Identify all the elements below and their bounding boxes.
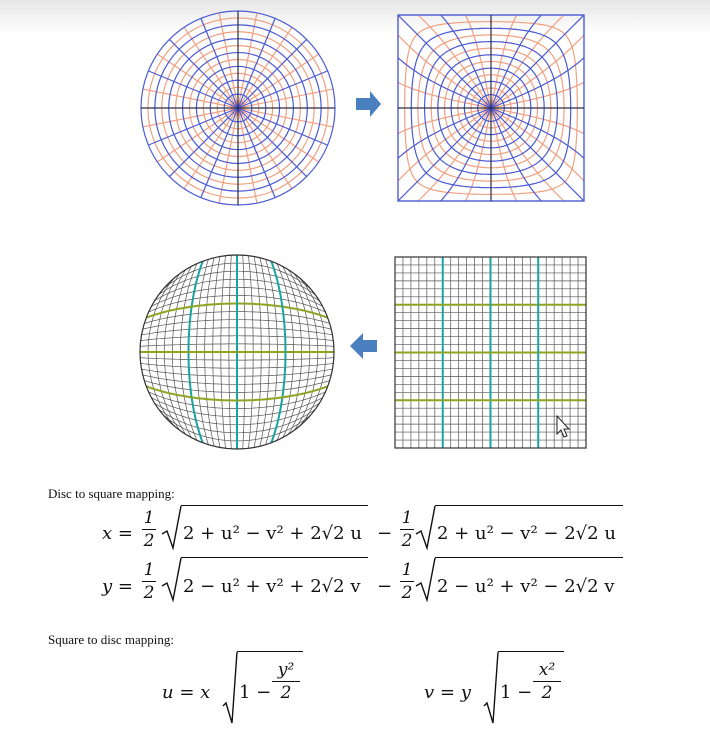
x-radicand: 2 + u² − v² + 2√2 u	[183, 523, 362, 544]
half-fraction: 1 2	[401, 560, 413, 603]
square-to-disc-caption: Square to disc mapping:	[48, 632, 175, 647]
half-fraction: 1 2	[401, 508, 413, 551]
minus: −	[377, 523, 393, 544]
half-fraction: 1 2	[143, 508, 155, 551]
mapped-grid-disc	[140, 255, 334, 449]
v-lhs: v = y	[424, 682, 471, 703]
arrow-left-icon	[350, 333, 377, 359]
polar-grid-disc	[141, 11, 335, 205]
sqrt-sign	[160, 556, 182, 604]
blue-radial	[399, 16, 491, 108]
minus: −	[377, 576, 393, 597]
sqrt-sign	[222, 650, 238, 726]
blue-radial	[169, 108, 238, 177]
one-minus: 1 −	[239, 682, 272, 703]
x-radicand-2: 2 + u² − v² − 2√2 u	[437, 523, 616, 544]
x-lhs: x =	[102, 523, 133, 544]
one-minus: 1 −	[500, 682, 533, 703]
mapped-polar-grid-square	[398, 15, 584, 201]
blue-radial	[399, 108, 491, 200]
sqrt-sign	[414, 504, 436, 552]
u-lhs: u = x	[162, 682, 211, 703]
blue-radial	[169, 39, 238, 108]
blue-radial	[238, 108, 307, 177]
arrow-right-icon	[356, 91, 381, 117]
mouse-cursor-icon	[557, 416, 569, 437]
y-squared-over-two: y² 2	[272, 660, 300, 703]
blue-radial	[491, 16, 583, 108]
sqrt-sign	[483, 650, 499, 726]
y-lhs: y =	[102, 576, 133, 597]
y-radicand: 2 − u² + v² + 2√2 v	[183, 576, 361, 597]
blue-radial	[238, 39, 307, 108]
sqrt-sign	[414, 556, 436, 604]
half-fraction: 1 2	[143, 560, 155, 603]
x-squared-over-two: x² 2	[533, 660, 561, 703]
sqrt-sign	[160, 504, 182, 552]
disc-to-square-caption: Disc to square mapping:	[48, 486, 175, 501]
y-radicand-2: 2 − u² + v² − 2√2 v	[437, 576, 615, 597]
blue-radial	[491, 108, 583, 200]
